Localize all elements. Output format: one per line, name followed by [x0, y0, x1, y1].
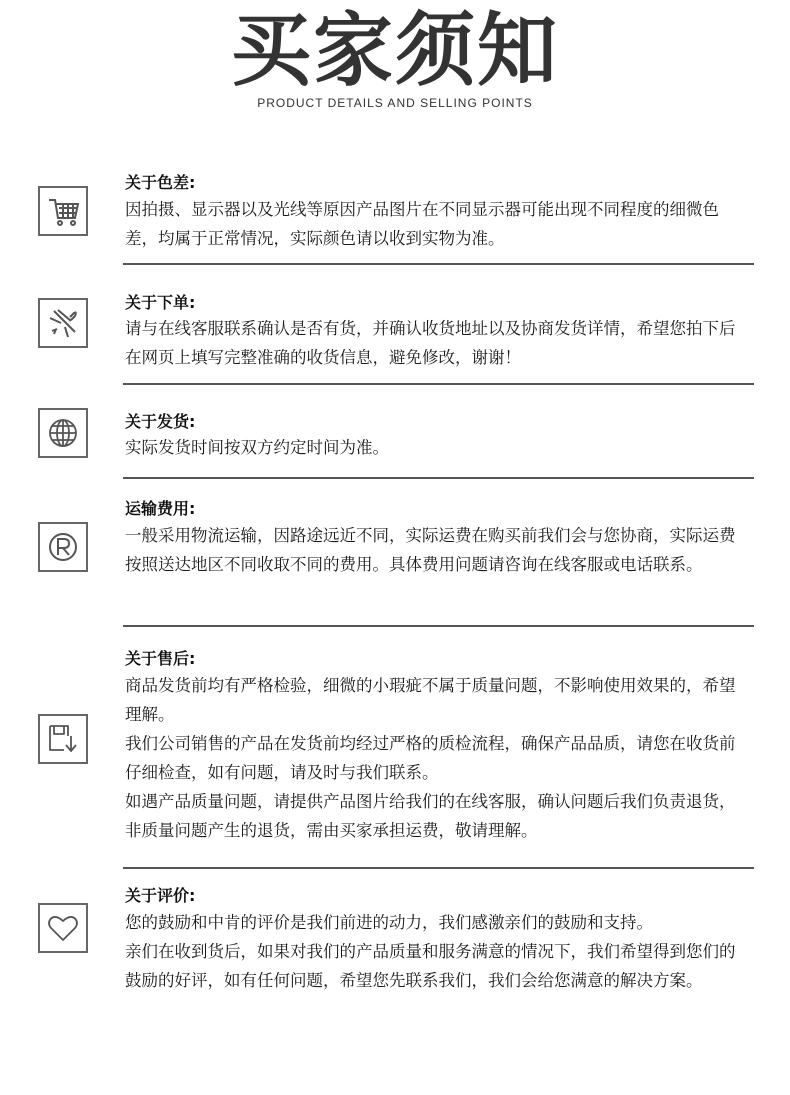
airplane-icon: [38, 298, 88, 348]
registered-icon: [38, 522, 88, 572]
section-body: [125, 671, 737, 845]
section-paragraph: 因拍摄、显示器以及光线等原因产品图片在不同显示器可能出现不同程度的细微色差，均属于正常情况，实际颜色请以收到实物为准。: [125, 200, 719, 248]
section-heading: 关于色差:: [125, 173, 196, 192]
section-paragraph: 一般采用物流运输，因路途远近不同，实际运费在购买前我们会与您协商，实际运费按照送达地区不同收取不同的费用。具体费用问题请咨询在线客服或电话联系。: [125, 526, 736, 574]
section-paragraph: 您的鼓励和中肯的评价是我们前进的动力，我们感激亲们的鼓励和支持。: [125, 913, 653, 932]
section-paragraph: 实际发货时间按双方约定时间为准。: [125, 438, 389, 457]
section-heading: 关于评价:: [125, 886, 196, 905]
section-paragraph: 商品发货前均有严格检验，细微的小瑕疵不属于质量问题，不影响使用效果的，希望理解。: [125, 676, 736, 724]
section-body: [125, 908, 737, 995]
section-divider: [123, 477, 754, 479]
page-title: 买家须知: [231, 4, 559, 97]
section-paragraph: 我们公司销售的产品在发货前均经过严格的质检流程，确保产品品质，请您在收货前仔细检查，如有问题，请及时与我们联系。: [125, 734, 736, 782]
section-paragraph: 如遇产品质量问题，请提供产品图片给我们的在线客服，确认问题后我们负责退货，非质量问题产生的退货，需由买家承担运费，敬请理解。: [125, 792, 736, 840]
shopping-cart-icon: [38, 186, 88, 236]
globe-icon: [38, 408, 88, 458]
heart-icon: [38, 903, 88, 953]
section-body: [125, 195, 737, 253]
section-heading: 运输费用:: [125, 499, 196, 518]
section-divider: [123, 383, 754, 385]
section-paragraph: 亲们在收到货后，如果对我们的产品质量和服务满意的情况下，我们希望得到您们的鼓励的好评，如有任何问题，希望您先联系我们，我们会给您满意的解决方案。: [125, 942, 736, 990]
return-box-icon: [38, 714, 88, 764]
section-divider: [123, 867, 754, 869]
section-heading: 关于发货:: [125, 412, 196, 431]
section-paragraph: 请与在线客服联系确认是否有货，并确认收货地址以及协商发货详情，希望您拍下后在网页上填写完整准确的收货信息，避免修改，谢谢！: [125, 319, 736, 367]
section-divider: [123, 263, 754, 265]
section-body: [125, 433, 737, 462]
section-heading: 关于下单:: [125, 293, 196, 312]
section-divider: [123, 625, 754, 627]
page-subtitle: PRODUCT DETAILS AND SELLING POINTS: [257, 96, 533, 110]
section-body: [125, 521, 737, 579]
section-body: [125, 314, 737, 372]
section-heading: 关于售后:: [125, 649, 196, 668]
